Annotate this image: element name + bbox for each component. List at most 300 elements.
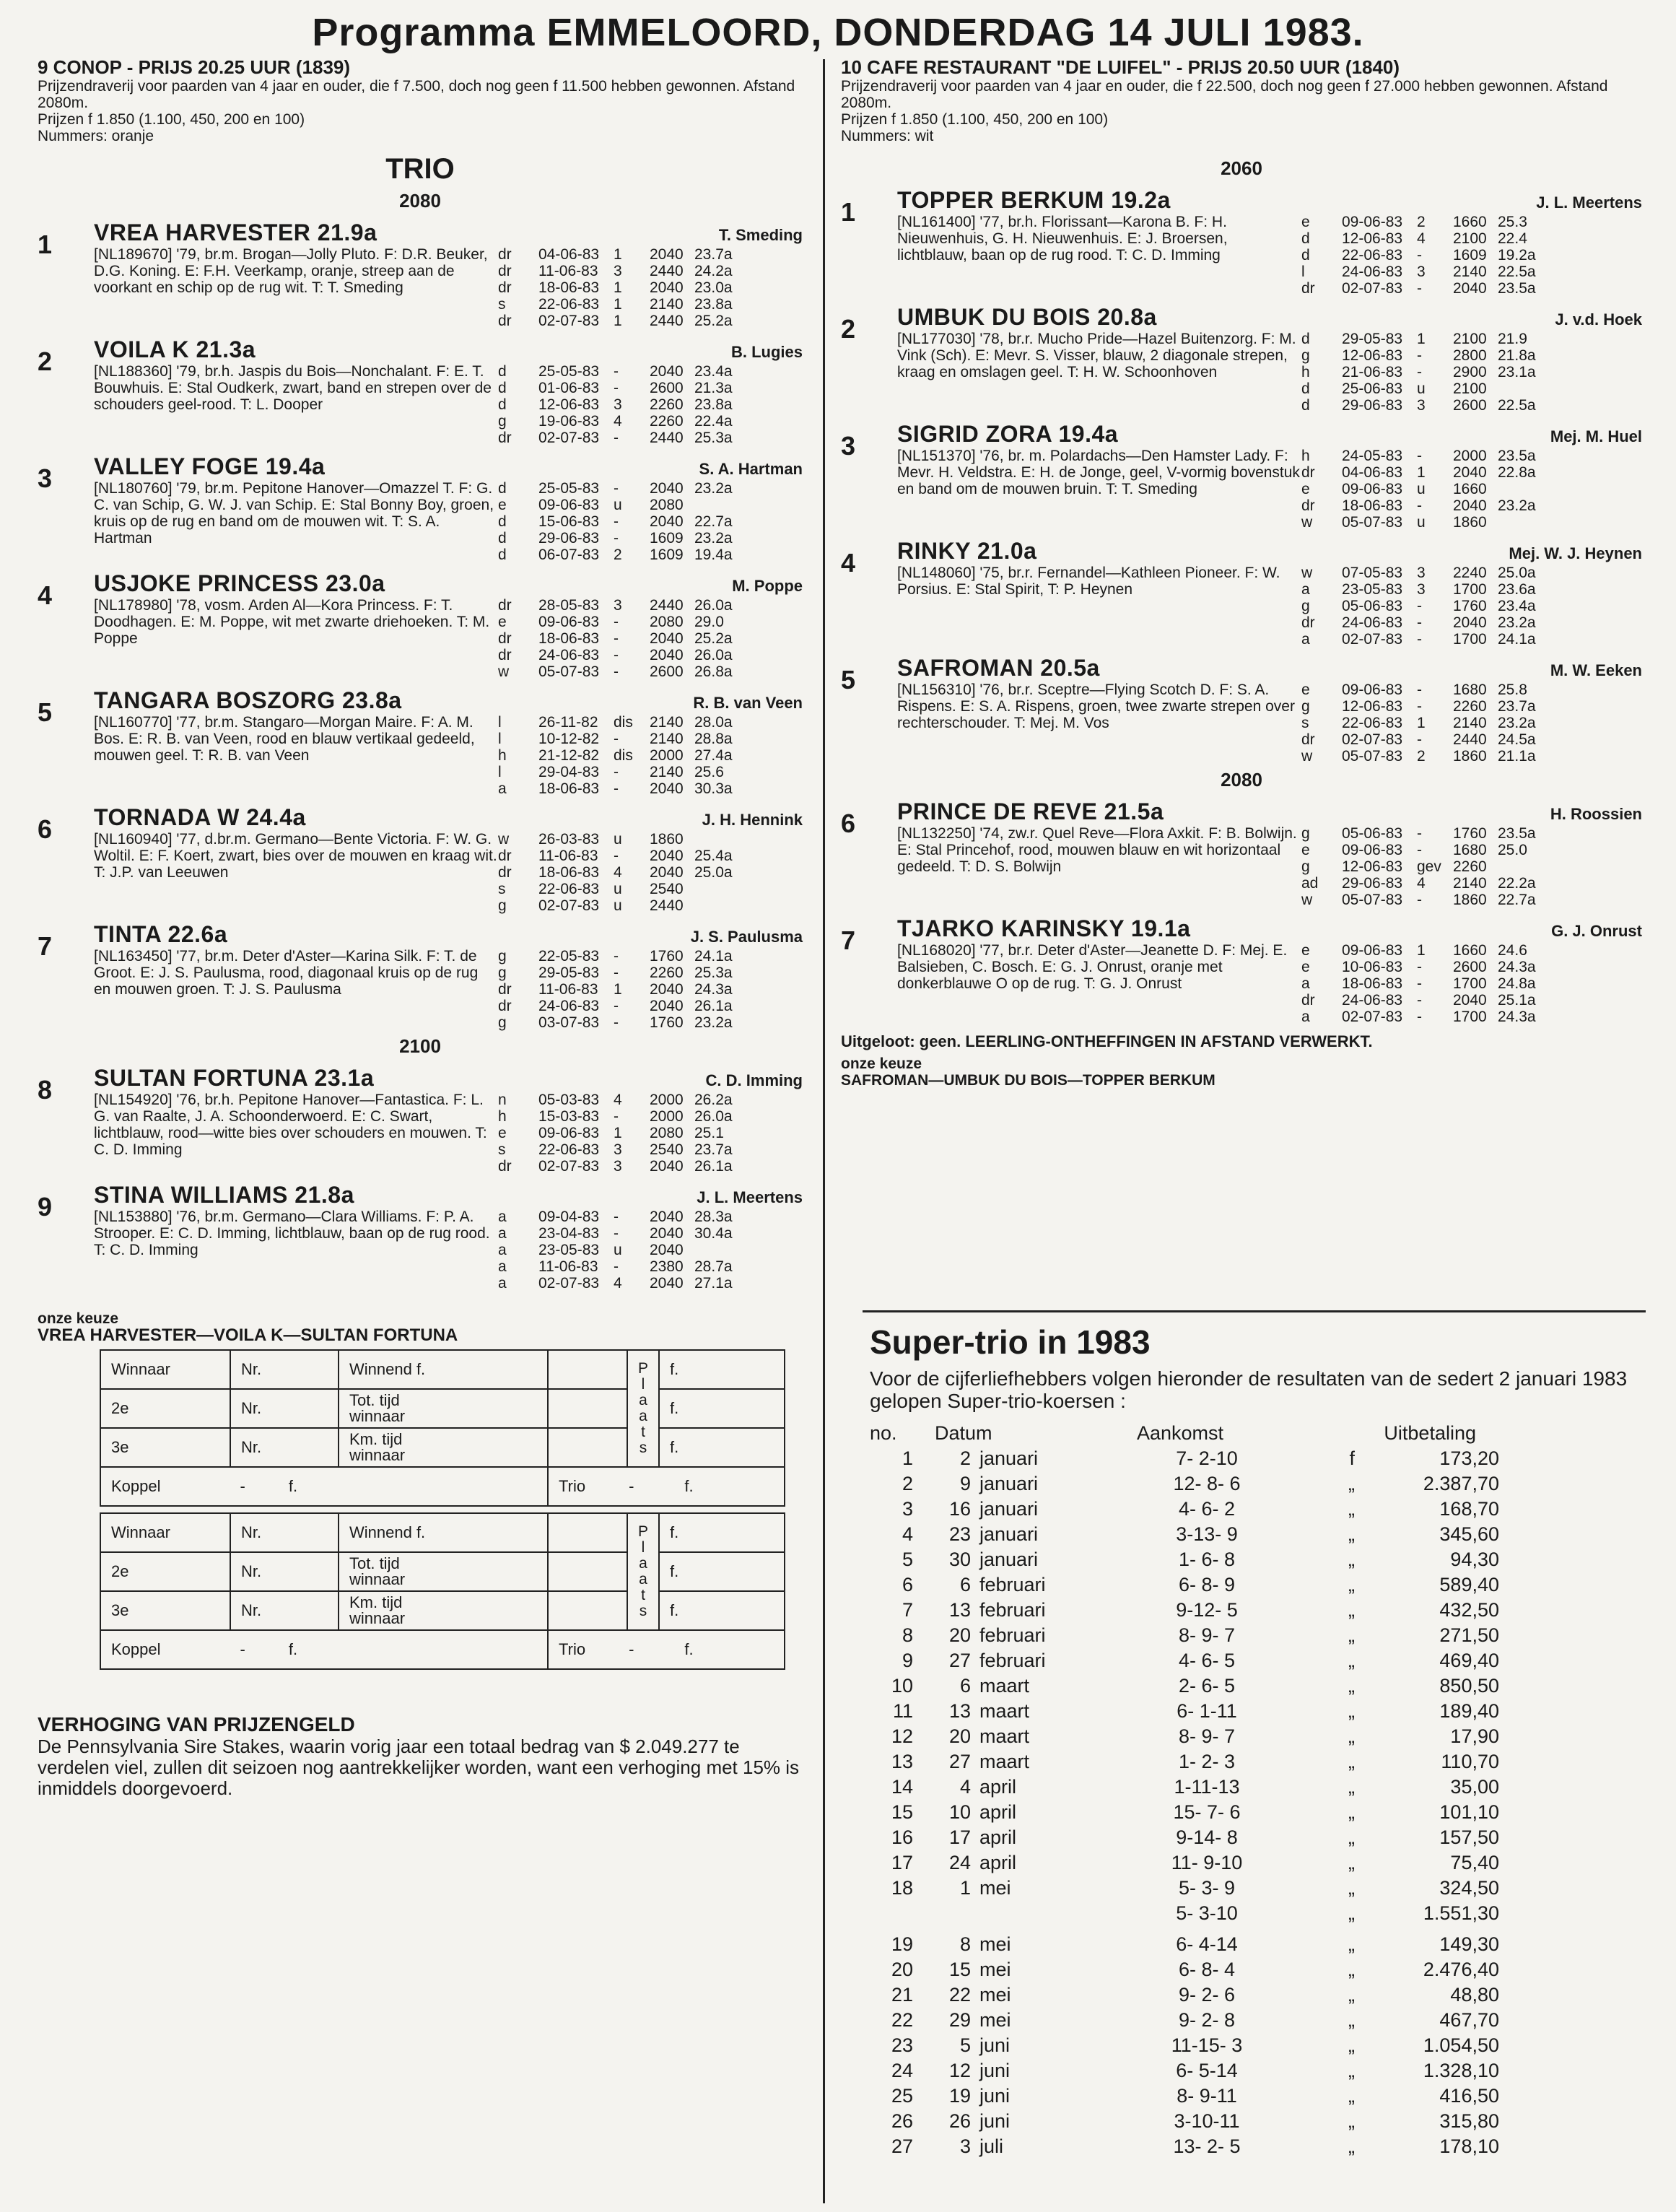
news-heading: VERHOGING VAN PRIJZENGELD [38, 1713, 355, 1736]
horse-description: [NL177030] '78, br.r. Mucho Pride—Hazel Buitenzorg. F: M. Vink (Sch). E: Mevr. S. Visser, blauw, 2 diagonale strepen, kraag en omslagen geel. T: H. W. Schoonhoven [897, 331, 1296, 380]
result-cell: 09-06-83 [1342, 682, 1403, 698]
our-pick-value: SAFROMAN—UMBUK DU BOIS—TOPPER BERKUM [841, 1072, 1215, 1089]
horse-entry [841, 798, 1642, 908]
result-cell: 2800 [1453, 347, 1487, 364]
result-cell: 23.5a [1498, 280, 1536, 297]
form-f: f. [684, 1640, 694, 1658]
result-cell: 21.1a [1498, 748, 1536, 765]
result-cell: 11-06-83 [538, 981, 598, 998]
trio-label: Trio [559, 1640, 586, 1658]
result-cell: 02-07-83 [538, 1275, 600, 1292]
table-cell: „ [1348, 1498, 1355, 1520]
result-cell: 12-06-83 [1342, 347, 1403, 364]
result-cell: 23.0a [694, 279, 733, 296]
result-cell: - [1417, 698, 1422, 715]
bet-type: TRIO [385, 153, 455, 185]
form-info-field: Winnend f. [339, 1350, 548, 1389]
result-cell: e [498, 614, 507, 630]
result-row [498, 513, 803, 530]
result-cell: d [498, 530, 507, 547]
table-cell: 9- 2- 8 [1178, 2009, 1236, 2031]
column-divider [823, 59, 825, 2203]
result-cell: d [1301, 331, 1310, 347]
result-cell: a [498, 1242, 507, 1258]
result-cell: 2440 [1453, 731, 1487, 748]
horse-driver: C. D. Imming [705, 1071, 803, 1089]
result-row [498, 547, 803, 563]
result-cell: 05-07-83 [1342, 748, 1403, 765]
result-cell: 4 [1417, 230, 1426, 247]
result-cell: 3 [614, 263, 622, 279]
result-cell: dr [498, 1158, 512, 1175]
horse-row [841, 798, 1642, 908]
result-cell: u [614, 1242, 622, 1258]
result-row [498, 1258, 803, 1275]
result-cell: 22-06-83 [1342, 247, 1403, 264]
table-cell: 6- 1-11 [1177, 1700, 1237, 1722]
race-9-column [38, 56, 803, 1799]
horse-description: [NL148060] '75, br.r. Fernandel—Kathleen Pioneer. F: W. Porsius. E: Stal Spirit, T: P. Heynen [897, 565, 1280, 598]
form-row [100, 1552, 785, 1591]
result-cell: 2100 [1453, 380, 1487, 397]
horse-results [498, 1209, 803, 1292]
result-row [1301, 1009, 1642, 1025]
horse-results [498, 948, 803, 1031]
form-f: f. [288, 1477, 298, 1495]
horse-main [94, 570, 803, 680]
result-cell: 2 [1417, 214, 1426, 230]
result-cell: 22.7a [694, 513, 733, 530]
result-cell: - [614, 764, 619, 780]
result-cell: dr [498, 597, 512, 614]
horse-body [94, 1092, 803, 1175]
horse-entry [841, 421, 1642, 531]
table-cell: 8 [959, 1933, 971, 1955]
table-cell: 8- 9- 7 [1178, 1624, 1236, 1646]
table-cell: „ [1348, 1933, 1355, 1955]
horse-name-line [897, 304, 1642, 331]
table-row [870, 2134, 1642, 2159]
result-cell: g [1301, 825, 1310, 842]
table-cell: „ [1348, 1902, 1355, 1924]
result-cell: 2140 [650, 296, 684, 313]
result-cell: 10-06-83 [1342, 959, 1403, 975]
table-cell: 7- 2-10 [1176, 1447, 1238, 1469]
table-cell: 6- 8- 4 [1178, 1959, 1236, 1980]
result-row [498, 1014, 803, 1031]
table-row [870, 1825, 1642, 1850]
horse-results [498, 480, 803, 563]
horse-number: 1 [841, 197, 856, 227]
result-cell: - [614, 480, 619, 497]
horse-main [897, 304, 1642, 414]
result-cell: 23-05-83 [1342, 581, 1403, 598]
form-f: f. [288, 1640, 298, 1658]
result-cell: 24.3a [1498, 1009, 1536, 1025]
result-cell: 2600 [1453, 959, 1487, 975]
result-row [1301, 497, 1642, 514]
result-cell: 23.5a [1498, 825, 1536, 842]
result-cell: h [498, 1108, 507, 1125]
table-cell: 6- 5-14 [1176, 2060, 1238, 2081]
result-cell: g [498, 965, 507, 981]
form-info-field [339, 1389, 548, 1428]
result-cell: 27.4a [694, 747, 733, 764]
horse-description: [NL132250] '74, zw.r. Quel Reve—Flora Axkit. F: B. Bolwijn. E: Stal Princehof, rood, mouwen blauw en wit horizontaal gedeeld. T: D. S. Bolwijn [897, 825, 1297, 875]
table-cell: 3 [902, 1498, 913, 1520]
result-cell: u [614, 897, 622, 914]
result-cell: d [498, 363, 507, 380]
table-cell: februari [979, 1574, 1046, 1595]
result-cell: 12-06-83 [538, 396, 600, 413]
result-cell: - [1417, 347, 1422, 364]
result-cell: 2260 [1453, 858, 1487, 875]
form-dash: - [240, 1477, 245, 1495]
result-row [1301, 598, 1642, 614]
result-cell: 24-06-83 [1342, 992, 1403, 1009]
race-conditions [38, 78, 803, 144]
result-cell: 25.0a [1498, 565, 1536, 581]
table-cell: 22 [891, 2009, 913, 2031]
result-cell: 2 [1417, 748, 1426, 765]
result-cell: u [1417, 380, 1426, 397]
result-cell: dr [1301, 614, 1315, 631]
result-cell: 09-06-83 [1342, 214, 1403, 230]
table-cell: februari [979, 1650, 1046, 1671]
table-cell: „ [1348, 2060, 1355, 2081]
form-row [100, 1513, 785, 1552]
form-row [100, 1389, 785, 1428]
horse-description: [NL151370] '76, br. m. Polardachs—Den Hamster Lady. F: Mevr. H. Veldstra. E: H. de Jonge, geel, V-vormig bovenstuk en band om de mouwen bruin. T: T. Smeding [897, 448, 1300, 497]
result-cell: 3 [1417, 581, 1426, 598]
result-cell: - [614, 1225, 619, 1242]
horse-body [897, 825, 1642, 908]
result-cell: 2040 [1453, 497, 1487, 514]
result-cell: h [1301, 364, 1310, 380]
horse-name-line [94, 804, 803, 831]
form-info-line: Km. tijd [349, 1430, 403, 1448]
horse-driver: B. Lugies [730, 343, 803, 361]
horse-row [38, 1182, 803, 1292]
table-cell: 13- 2- 5 [1173, 2135, 1241, 2157]
table-cell: 30 [948, 1549, 971, 1570]
result-cell: 06-07-83 [538, 547, 600, 563]
horse-name-line [897, 915, 1642, 942]
plaats-letter: a [639, 1555, 647, 1572]
horse-entry [841, 538, 1642, 648]
result-cell: 23.2a [1498, 614, 1536, 631]
horse-body [94, 948, 803, 1031]
horse-results [498, 714, 803, 797]
table-cell: „ [1348, 1650, 1355, 1671]
result-cell: 26-11-82 [538, 714, 598, 731]
table-cell: 324,50 [1439, 1877, 1499, 1899]
table-cell: 20 [948, 1624, 971, 1646]
result-cell: h [498, 747, 507, 764]
result-cell: - [1417, 448, 1422, 464]
result-cell: u [1417, 481, 1426, 497]
result-cell: - [614, 965, 619, 981]
table-row [870, 1749, 1642, 1775]
conditions-line: Prijzendraverij voor paarden van 4 jaar en ouder, die f 7.500, doch nog geen f 11.500 hebben gewonnen. Afstand 2080m. [38, 78, 795, 111]
result-cell: 11-06-83 [538, 263, 598, 279]
result-row [498, 848, 803, 864]
result-cell: 24.1a [694, 948, 733, 965]
result-cell: g [1301, 598, 1310, 614]
result-row [498, 597, 803, 614]
result-cell: 3 [614, 1158, 622, 1175]
form-info-line: Km. tijd [349, 1593, 403, 1611]
table-cell: 178,10 [1439, 2135, 1499, 2157]
table-cell: 1 [959, 1877, 971, 1899]
result-cell: s [498, 1141, 506, 1158]
result-cell: 28.7a [694, 1258, 733, 1275]
result-row [1301, 959, 1642, 975]
result-cell: 05-03-83 [538, 1092, 600, 1108]
result-row [1301, 875, 1642, 892]
race-header: 9 CONOP - PRIJS 20.25 UUR (1839) [38, 56, 351, 78]
result-cell: 09-06-83 [1342, 942, 1403, 959]
result-cell [1498, 858, 1548, 875]
form-info-field [339, 1552, 548, 1591]
result-row [1301, 581, 1642, 598]
result-row [1301, 614, 1642, 631]
result-row [498, 1158, 803, 1175]
horse-entry [38, 219, 803, 329]
table-cell: 6- 4-14 [1176, 1933, 1238, 1955]
table-cell: 9 [902, 1650, 913, 1671]
result-cell: 04-06-83 [538, 246, 600, 263]
page-title: Programma EMMELOORD, DONDERDAG 14 JULI 1983. [312, 11, 1364, 54]
table-cell: 25 [891, 2085, 913, 2107]
result-cell: dr [498, 981, 512, 998]
result-row [498, 1209, 803, 1225]
horse-results [498, 831, 803, 914]
table-cell: april [979, 1826, 1017, 1848]
horse-description: [NL188360] '79, br.h. Jaspis du Bois—Nonchalant. F: E. T. Bouwhuis. E: Stal Oudkerk, zwart, band en strepen over de schouders geel-rood. T: L. Dooper [94, 363, 492, 413]
result-cell: 2040 [650, 480, 684, 497]
horse-driver: J. L. Meertens [1536, 193, 1642, 212]
table-row [870, 1775, 1642, 1800]
result-cell: 1660 [1453, 942, 1487, 959]
trio-label: Trio [559, 1477, 586, 1495]
table-cell: 850,50 [1439, 1675, 1499, 1697]
horse-name-line [94, 1065, 803, 1092]
result-cell: - [614, 363, 619, 380]
result-cell: a [498, 1209, 507, 1225]
result-cell: e [1301, 481, 1310, 497]
table-row [870, 1648, 1642, 1673]
result-cell: e [498, 497, 507, 513]
result-row [498, 313, 803, 329]
result-row [498, 263, 803, 279]
result-cell: 09-06-83 [538, 614, 600, 630]
result-row [498, 663, 803, 680]
result-cell: e [1301, 842, 1310, 858]
result-row [1301, 842, 1642, 858]
table-cell: „ [1348, 2085, 1355, 2107]
result-cell [1498, 481, 1548, 497]
result-row [1301, 347, 1642, 364]
result-cell: 2440 [650, 897, 684, 914]
horse-description: [NL178980] '78, vosm. Arden Al—Kora Princess. F: T. Doodhagen. E: M. Poppe, wit met zwarte driehoeken. T: M. Poppe [94, 597, 490, 647]
result-cell: 29-04-83 [538, 764, 600, 780]
plaats-letter: P [637, 1360, 648, 1377]
horse-main [897, 655, 1642, 765]
result-cell: d [1301, 247, 1310, 264]
horse-name: TORNADA W 24.4a [94, 804, 306, 830]
table-cell: 432,50 [1439, 1599, 1499, 1621]
table-cell: januari [979, 1447, 1039, 1469]
result-cell: 11-06-83 [538, 1258, 598, 1275]
horse-results [1301, 565, 1642, 648]
result-cell: 19.4a [694, 547, 733, 563]
result-row [1301, 464, 1642, 481]
horse-driver: S. A. Hartman [699, 460, 803, 478]
table-cell: 5- 3- 9 [1178, 1877, 1236, 1899]
our-pick-value: VREA HARVESTER—VOILA K—SULTAN FORTUNA [38, 1325, 458, 1345]
result-cell: 25-06-83 [1342, 380, 1403, 397]
result-cell: 28.3a [694, 1209, 733, 1225]
result-cell: 23.2a [694, 1014, 733, 1031]
horse-number: 6 [38, 814, 53, 844]
result-row [1301, 331, 1642, 347]
horse-name-line [897, 655, 1642, 682]
result-cell: 1680 [1453, 682, 1487, 698]
conditions-line: Prijzendraverij voor paarden van 4 jaar en ouder, die f 22.500, doch nog geen f 27.000 hebben gewonnen. Afstand 2080m. [841, 78, 1608, 111]
horse-main [94, 687, 803, 797]
result-cell: u [1417, 514, 1426, 531]
table-cell: 26 [948, 2110, 971, 2132]
result-cell: 24.3a [1498, 959, 1536, 975]
horse-row [841, 915, 1642, 1025]
result-cell: 21.3a [694, 380, 733, 396]
result-cell: 24-06-83 [1342, 264, 1403, 280]
result-cell: 1609 [650, 547, 684, 563]
table-row [870, 2058, 1642, 2083]
result-cell: 15-06-83 [538, 513, 600, 530]
result-cell: - [1417, 959, 1422, 975]
result-row [498, 764, 803, 780]
horse-description: [NL160770] '77, br.m. Stangaro—Morgan Maire. F: A. M. Bos. E: R. B. van Veen, rood en blauw vertikaal gedeeld, mouwen geel. T: R. B. van Veen [94, 714, 475, 764]
form-amount-field: f. [659, 1389, 785, 1428]
horse-body [897, 565, 1642, 648]
result-cell: d [498, 380, 507, 396]
result-cell: 24.1a [1498, 631, 1536, 648]
horse-driver: J. H. Hennink [702, 811, 803, 829]
result-cell: 2040 [650, 864, 684, 881]
result-cell: 1700 [1453, 975, 1487, 992]
horse-number: 6 [841, 809, 856, 838]
table-row [870, 1471, 1642, 1497]
horse-number: 5 [38, 697, 53, 727]
table-row [870, 2033, 1642, 2058]
result-cell: 2040 [650, 998, 684, 1014]
table-cell: 11- 9-10 [1171, 1852, 1243, 1873]
result-cell: 3 [1417, 397, 1426, 414]
horse-name-line [897, 538, 1642, 565]
result-cell: 21-12-82 [538, 747, 600, 764]
result-cell: 22.5a [1498, 264, 1536, 280]
result-cell: 04-06-83 [1342, 464, 1403, 481]
result-cell: 22.4a [694, 413, 733, 430]
form-info-line: winnaar [349, 1446, 406, 1464]
table-cell: 6 [959, 1574, 971, 1595]
horse-row [38, 453, 803, 563]
horse-body [94, 246, 803, 329]
table-cell: februari [979, 1624, 1046, 1646]
result-row [498, 246, 803, 263]
horse-name: TINTA 22.6a [94, 921, 228, 947]
result-row [498, 948, 803, 965]
result-cell: 2040 [1453, 614, 1487, 631]
plaats-letter: l [641, 1539, 645, 1556]
result-cell: dr [1301, 992, 1315, 1009]
horse-body [94, 480, 803, 563]
table-cell: „ [1348, 1599, 1355, 1621]
form-trio [548, 1630, 785, 1669]
horse-description: [NL189670] '79, br.m. Brogan—Jolly Pluto. F: D.R. Beuker, D.G. Koning. E: F.H. Veerkamp, oranje, streep aan de voorkant en schip op de rug wit. T: T. Smeding [94, 246, 488, 296]
result-cell: 02-07-83 [538, 897, 600, 914]
table-row [870, 1446, 1642, 1471]
result-cell: 23.2a [694, 530, 733, 547]
result-cell: 26-03-83 [538, 831, 600, 848]
result-cell: 29.0 [694, 614, 724, 630]
table-row [870, 1598, 1642, 1623]
table-cell: maart [979, 1751, 1030, 1772]
result-cell: 25.2a [694, 313, 733, 329]
horse-entry [841, 187, 1642, 297]
table-cell: juni [979, 2085, 1011, 2107]
horse-name: PRINCE DE REVE 21.5a [897, 798, 1164, 824]
result-cell: - [614, 948, 619, 965]
horse-row [38, 219, 803, 329]
result-cell: dr [1301, 497, 1315, 514]
result-cell: 25.2a [694, 630, 733, 647]
distance-heading: 2080 [1221, 769, 1262, 791]
result-cell: w [498, 831, 510, 848]
horse-main [94, 219, 803, 329]
result-cell: 2900 [1453, 364, 1487, 380]
result-cell: dis [614, 714, 633, 731]
result-cell: 02-07-83 [1342, 1009, 1403, 1025]
result-cell: 18-06-83 [1342, 975, 1403, 992]
result-row [1301, 698, 1642, 715]
result-cell: g [498, 413, 507, 430]
horse-number: 4 [841, 548, 856, 578]
result-cell: d [1301, 397, 1310, 414]
table-cell: „ [1348, 1725, 1355, 1747]
super-trio-section [870, 1323, 1642, 2159]
form-amount-field: f. [659, 1350, 785, 1389]
result-cell: 2260 [650, 965, 684, 981]
result-cell: 24.3a [694, 981, 733, 998]
result-cell: 2040 [650, 848, 684, 864]
table-cell: 18 [891, 1877, 913, 1899]
result-cell: 2100 [1453, 331, 1487, 347]
result-cell: dr [498, 647, 512, 663]
result-cell: 05-07-83 [538, 663, 600, 680]
result-cell: 29-06-83 [1342, 397, 1403, 414]
table-cell: 2.476,40 [1423, 1959, 1499, 1980]
table-cell: 27 [948, 1650, 971, 1671]
form-koppel [100, 1467, 548, 1506]
horse-main [897, 187, 1642, 297]
table-cell: 23 [891, 2034, 913, 2056]
horse-main [94, 336, 803, 446]
table-cell: 94,30 [1450, 1549, 1499, 1570]
result-cell: 18-06-83 [538, 630, 600, 647]
